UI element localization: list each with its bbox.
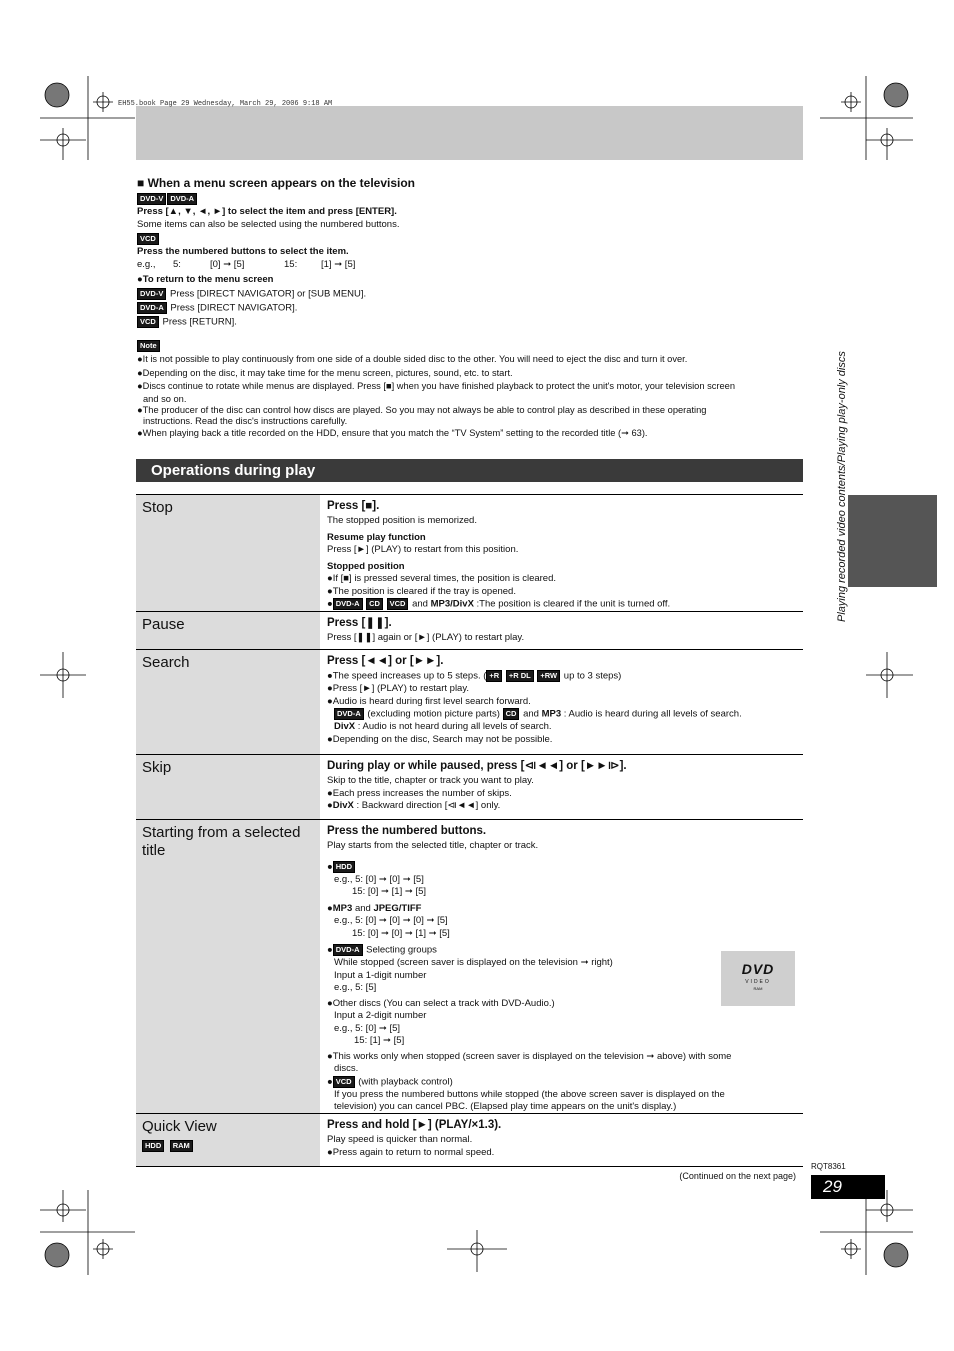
continued-note: (Continued on the next page) (679, 1171, 796, 1181)
op-label: Starting from a selected title (142, 824, 301, 859)
op-label: Quick View (142, 1118, 217, 1135)
note-label: Note (137, 340, 160, 352)
section-title-bar (136, 459, 803, 482)
page-number: 29 (811, 1175, 885, 1199)
op-row-quick: Quick View HDD RAM Press and hold [►] (PLAY/×1.3). Play speed is quicker than normal. ●Press again to return to normal speed. (136, 1113, 803, 1167)
op-row-title: Starting from a selected title Press the numbered buttons. Play starts from the selected title, chapter or track. ● HDD e.g., 5: [0] ➞ [0] ➞ [5] 15: [0] ➞ [1] ➞ [5] ●MP3 and JPEG/TIFF e.g., 5: [0] ➞ [0] ➞ [0] ➞ [5] 15: [0] ➞ [0] ➞ [1] ➞ [5] ● DVD-A Selecting groups While stopped (screen saver is displayed on the television ➞ right) Input a 1-digit number e.g., 5: [5] ●Other discs (You can select a track with DVD-Audio.) Input a 2-digit number e.g., 5: [0] ➞ [5] 15: [1] ➞ [5] ●This works only when stopped (screen saver is displayed on the television ➞ above) with some discs. ● VCD (with playback control) If you press the numbered buttons while stopped (the above screen saver is displayed on the television) you can cancel PBC. (Elapsed play time appears on the unit's display.) (136, 819, 803, 1113)
op-row-pause: Pause Press [❚❚]. Press [❚❚] again or [►] (PLAY) to restart play. (136, 611, 803, 650)
dvd-logo-video: VIDEO (745, 979, 771, 985)
badge-dvd-a: DVD-A (167, 193, 197, 205)
return-row: DVD-V Press [DIRECT NAVIGATOR] or [SUB MENU]. (137, 288, 802, 301)
op-head: Press [■]. (327, 500, 380, 512)
menu-heading: When a menu screen appears on the television (147, 176, 416, 190)
op-head: Press the numbered buttons. (327, 825, 487, 837)
note-item: and so on. (143, 393, 187, 404)
op-head: Press [❚❚]. (327, 617, 392, 629)
document-code: RQT8361 (811, 1162, 846, 1171)
op-row-stop: Stop Press [■]. The stopped position is memorized. Resume play function Press [►] (PLAY) to restart from this position. Stopped position ●If [■] is pressed several times, the position is cleared. ●The position is cleared if the tray is opened. ● DVD-A CD VCD and MP3/DivX :The position is cleared if the unit is turned off. (136, 494, 803, 612)
op-row-skip: Skip During play or while paused, press [⧏◄◄] or [►►⧐]. Skip to the title, chapter or track you want to play. ●Each press increases the number of skips. ●DivX : Backward direction [⧏◄◄] only. (136, 754, 803, 819)
note-item: instructions. Read the disc's instructions carefully. (143, 416, 348, 427)
dvd-logo-ram: RAM (753, 986, 763, 991)
menu-line-3: Press the numbered buttons to select the item. (137, 246, 349, 258)
side-chapter-text: Playing recorded video contents/Playing play-only discs (836, 351, 848, 622)
return-heading: ●To return to the menu screen (137, 274, 274, 286)
op-label: Search (142, 654, 190, 671)
op-label: Skip (142, 759, 172, 776)
note-section (137, 340, 803, 440)
menu-line-4: e.g., 5: [0] ➞ [5] 15: [1] ➞ [5] (137, 258, 356, 270)
side-tab (848, 495, 937, 587)
note-item: ●The producer of the disc can control how discs are played. So you may not always be able to control play as described in these operating (137, 405, 707, 416)
op-row-search: Search Press [◄◄] or [►►]. ●The speed increases up to 5 steps. ( +R +R DL +RW up to 3 steps) ●Press [►] (PLAY) to restart play. ●Audio is heard during first level search forward. DVD-A (excluding motion picture parts) CD and MP3 : Audio is heard during all levels of search. DivX : Audio is not heard during all levels of search. ●Depending on the disc, Search may not be possible. (136, 649, 803, 754)
header-band (136, 106, 803, 160)
op-head: Press and hold [►] (PLAY/×1.3). (327, 1119, 502, 1131)
section-title: Operations during play (151, 462, 316, 479)
menu-line-2: Some items can also be selected using the numbered buttons. (137, 218, 400, 230)
square-bullet-icon: ■ (137, 176, 145, 190)
return-row: DVD-A Press [DIRECT NAVIGATOR]. (137, 302, 802, 315)
op-label: Pause (142, 616, 185, 633)
menu-section (137, 176, 802, 329)
note-item: ●When playing back a title recorded on the HDD, ensure that you match the “TV System” setting to the recorded title (➞ 63). (137, 428, 648, 439)
return-row: VCD Press [RETURN]. (137, 316, 802, 329)
note-item: ●It is not possible to play continuously from one side of a double sided disc to the other. You will need to eject the disc and turn it over. (137, 354, 688, 365)
note-item: ●Discs continue to rotate while menus are displayed. Press [■] when you have finished playback to protect the unit's motor, your television screen (137, 381, 735, 392)
badge-dvd-v: DVD-V (137, 193, 166, 205)
op-head: Press [◄◄] or [►►]. (327, 655, 444, 667)
dvd-ram-logo (721, 951, 795, 1006)
dvd-logo-text: DVD (741, 961, 775, 977)
op-head: During play or while paused, press [⧏◄◄] or [►►⧐]. (327, 760, 627, 772)
note-item: ●Depending on the disc, it may take time for the menu screen, pictures, sound, etc. to start. (137, 367, 513, 378)
badge-vcd: VCD (137, 233, 159, 245)
menu-line-1: Press [▲, ▼, ◄, ►] to select the item and press [ENTER]. (137, 206, 397, 218)
book-info-line: EH55.book Page 29 Wednesday, March 29, 2006 9:18 AM (118, 100, 333, 108)
op-label: Stop (142, 499, 173, 516)
